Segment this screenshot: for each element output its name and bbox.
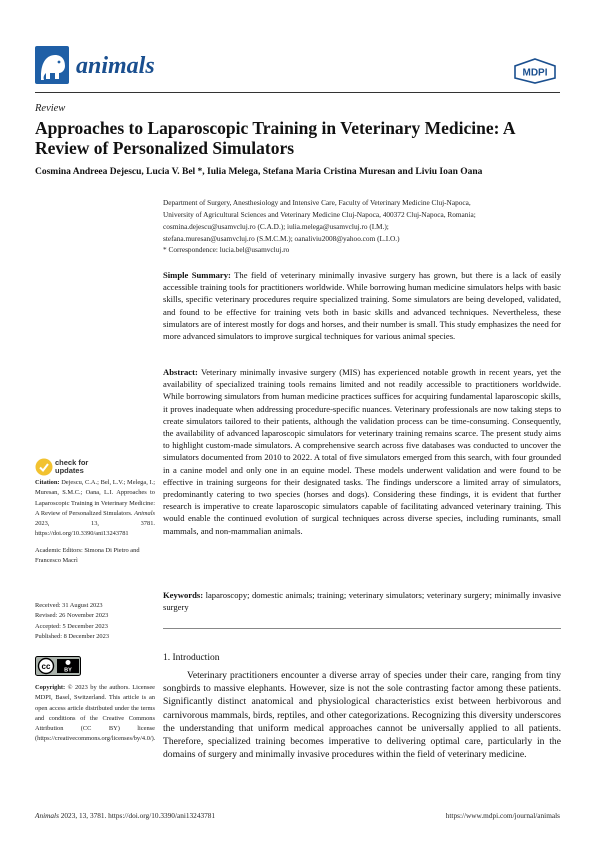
affiliation-line: cosmina.dejescu@usamvcluj.ro (C.A.D.); iulia.melega@usamvcluj.ro (I.M.);	[163, 222, 389, 231]
academic-editors: Academic Editors: Simona Di Pietro and Francesco Macrì	[35, 547, 140, 565]
copyright-label: Copyright:	[35, 684, 66, 691]
citation-journal: Animals	[134, 509, 156, 517]
keywords-label: Keywords:	[163, 590, 204, 600]
author-list: Cosmina Andreea Dejescu, Lucia V. Bel *, Iulia Melega, Stefana Maria Cristina Muresan and Liviu Ioan Oana	[35, 167, 483, 177]
check-updates-icon	[35, 458, 53, 476]
citation	[35, 478, 155, 540]
footer-journal-url[interactable]: https://www.mdpi.com/journal/animals	[445, 811, 560, 820]
abstract-label: Abstract:	[163, 367, 198, 377]
footer-journal: Animals	[35, 811, 59, 820]
by-icon-label: BY	[64, 667, 72, 674]
affiliation-line: University of Agricultural Sciences and Veterinary Medicine Cluj-Napoca, 400372 Cluj-Napoca, Romania;	[163, 210, 476, 219]
footer-citation	[35, 811, 215, 820]
citation-authors: Dejescu, C.A.; Bel, L.V.; Melega, I.; Muresan, S.M.C.; Oana, L.I. Approaches to Laparoscopic Training in Veterinary Medicine: A Review of Personalized Simulators.	[35, 479, 155, 517]
correspondence: * Correspondence: lucia.bel@usamvcluj.ro	[163, 245, 290, 254]
revised-date: Revised: 26 November 2023	[35, 612, 109, 620]
citation-label: Citation:	[35, 479, 60, 486]
citation-details[interactable]: 2023, 13, 3781. https://doi.org/10.3390/ani13243781	[35, 520, 155, 538]
footer-details[interactable]: 2023, 13, 3781. https://doi.org/10.3390/ani13243781	[60, 811, 216, 820]
accepted-date: Accepted: 5 December 2023	[35, 622, 108, 630]
check-updates-button[interactable]	[35, 457, 95, 479]
simple-summary-text: The field of veterinary minimally invasive surgery has grown, but there is a lack of easily accessible training tools for practitioners worldwide. While borrowing human medicine simulators helps with basic skills, specific veterinary procedures require specialized training. Some simulators are being developed, validated, and found to be effective for training vets both in basic skills and advanced techniques. Nevertheless, these simulators are of interest mostly for dogs and horses, and their number is small. This study emphasizes the need for more advanced simulators to improve surgical techniques for various animal species.	[163, 270, 562, 342]
simple-summary-label: Simple Summary:	[163, 270, 231, 280]
article-type: Review	[35, 103, 66, 114]
publisher-logo	[513, 58, 557, 84]
cc-icon: cc	[41, 662, 51, 671]
copyright	[35, 683, 155, 745]
person-icon	[66, 660, 71, 665]
publication-dates	[35, 601, 155, 642]
introduction	[163, 669, 561, 761]
abstract-text: Veterinary minimally invasive surgery (MIS) has experienced notable growth in recent years, yet the availability of specialized training tools remains limited and not readily accessible to practitioners worldwide. While borrowing simulators from human medicine practices suffices for acquiring fundamental laparoscopic skills, it proves inadequate when addressing procedure-specific nuances. Veterinary professionals are now taking steps to create simulators tailored to their patients, although the validation process can be time-consuming. Consequently, the availability of advanced laparoscopic simulators for veterinary training remains scarce. The present study aims to highlight custom-made simulators. A comprehensive search across five databases was conducted to uncover the simulators documented from 2010 to 2022. A total of five simulators emerged from this search, with four grounded in a canine model and only one in an equine model. These models underwent validation and were found to be effective in training surgeons for their designated tasks. The findings underscore a limited array of simulators, predominantly catering to two species (horses and dogs). Considering these findings, it is evident that further research is imperative to create laparoscopic simulators capable of facilitating advanced veterinary training. This would enable the continued evolution of surgical techniques across diverse species, including ruminants, small mammals, and non-mammalian animals.	[163, 367, 561, 536]
elephant-icon	[35, 46, 69, 84]
abstract	[163, 366, 561, 537]
article-title: Approaches to Laparoscopic Training in Veterinary Medicine: A Review of Personalized Simulators	[35, 118, 515, 158]
header-divider	[35, 92, 560, 93]
journal-logo	[35, 46, 69, 84]
keywords-text: laparoscopy; domestic animals; training; veterinary simulators; veterinary surgery; minimally invasive surgery	[163, 590, 561, 613]
section-divider	[163, 628, 561, 629]
journal-name: animals	[76, 53, 155, 79]
published-date: Published: 8 December 2023	[35, 632, 110, 640]
affiliation-line: stefana.muresan@usamvcluj.ro (S.M.C.M.); oanaliviu2008@yahoo.com (L.I.O.)	[163, 234, 400, 243]
keywords	[163, 589, 561, 613]
publisher-logo-text: MDPI	[522, 67, 548, 79]
check-updates-label: check for updates	[55, 458, 89, 475]
copyright-text: © 2023 by the authors. Licensee MDPI, Basel, Switzerland. This article is an open access article distributed under the terms and conditions of the Creative Commons Attribution (CC BY) license (https://creativecommons.org/licenses/by/4.0/).	[35, 684, 156, 743]
cc-by-license-logo[interactable]	[35, 656, 81, 676]
received-date: Received: 31 August 2023	[35, 602, 103, 609]
affiliation-line: Department of Surgery, Anesthesiology and Intensive Care, Faculty of Veterinary Medicine Cluj-Napoca,	[163, 198, 471, 207]
section-heading: 1. Introduction	[163, 653, 220, 663]
intro-paragraph: Veterinary practitioners encounter a diverse array of species under their care, ranging from tiny songbirds to massive elephants. However, size is not the sole contrasting factor among these patients. Significantly distinct anatomical and physiological characteristics exist between herbivorous and carnivorous mammals, birds, reptiles, and other categorizations. Recognizing this diversity underscores the understanding that uniform medical approaches cannot be universally applied to all patients. Therefore, specialized training becomes imperative to delivering optimal care, particularly in the domains of surgery and minimally invasive procedures within the field of veterinary medicine.	[163, 670, 561, 761]
affiliation	[163, 197, 563, 245]
simple-summary	[163, 269, 561, 342]
